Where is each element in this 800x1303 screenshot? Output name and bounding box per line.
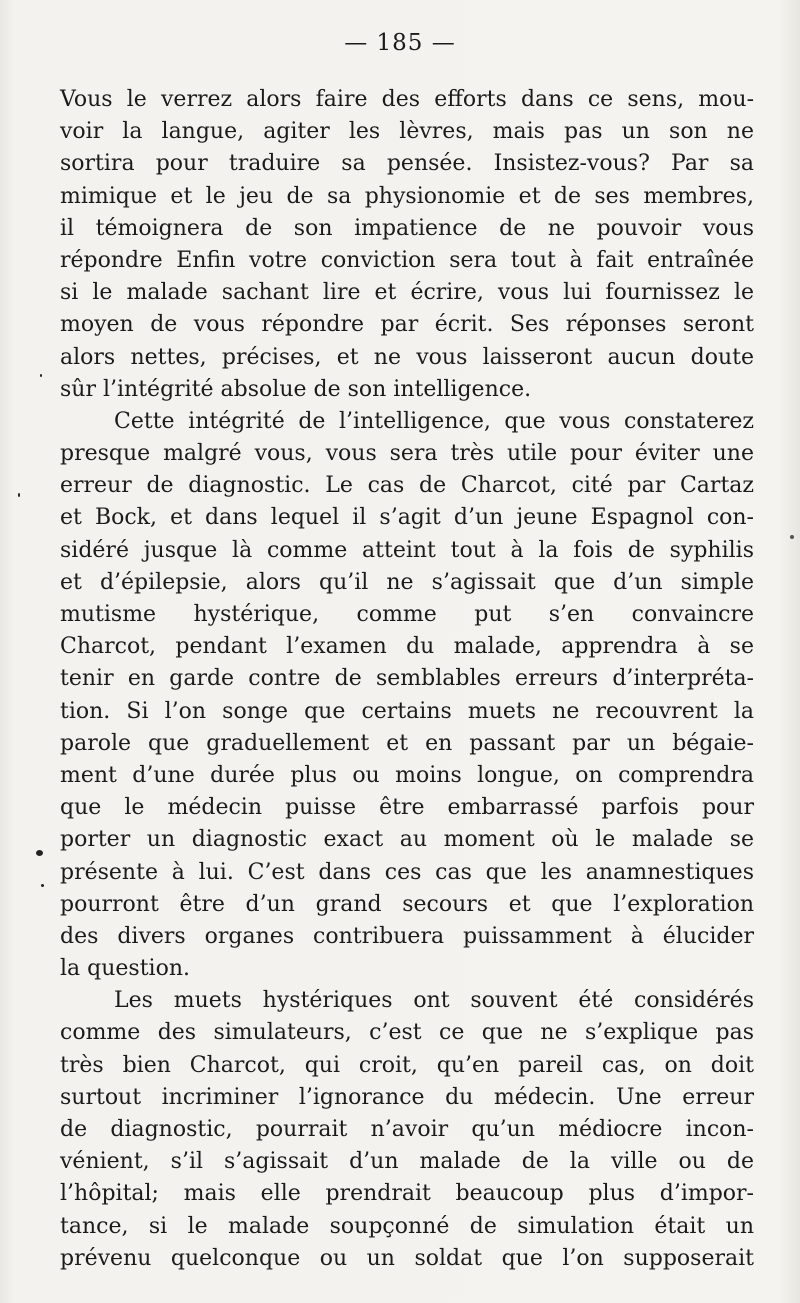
text-line: que le médecin puisse être embarrassé parfois pour [60, 795, 754, 821]
text-line: parole que graduellement et en passant par un bégaie- [60, 730, 754, 756]
text-line: Les muets hystériques ont souvent été considérés [114, 988, 754, 1014]
text-line: présente à lui. C’est dans ces cas que les anamnestiques [60, 859, 754, 885]
text-line: sûr l’intégrité absolue de son intelligence. [60, 376, 532, 402]
text-line: et d’épilepsie, alors qu’il ne s’agissait que d’un simple [60, 569, 754, 595]
text-line: vénient, s’il s’agissait d’un malade de la ville ou de [60, 1149, 754, 1175]
text-line: Cette intégrité de l’intelligence, que vous constaterez [114, 408, 754, 434]
text-line: la question. [60, 956, 190, 982]
text-line: il témoignera de son impatience de ne pouvoir vous [60, 215, 754, 241]
text-line: moyen de vous répondre par écrit. Ses réponses seront [60, 312, 754, 338]
text-line: très bien Charcot, qui croit, qu’en pareil cas, on doit [60, 1052, 754, 1078]
text-line: voir la langue, agiter les lèvres, mais pas un son ne [60, 119, 754, 145]
text-line: de diagnostic, pourrait n’avoir qu’un médiocre incon- [60, 1117, 754, 1142]
print-speck [36, 850, 43, 856]
paragraph [60, 985, 754, 1275]
text-line: erreur de diagnostic. Le cas de Charcot, cité par Cartaz [60, 473, 754, 499]
text-line: alors nettes, précises, et ne vous laisseront aucun doute [60, 344, 754, 370]
text-line: répondre Enfin votre conviction sera tout à fait entraînée [60, 247, 754, 273]
text-line: comme des simulateurs, c’est ce que ne s’explique pas [60, 1020, 754, 1046]
text-line: l’hôpital; mais elle prendrait beaucoup plus d’impor- [60, 1181, 754, 1207]
text-line: tenir en garde contre de semblables erreurs d’interpréta- [60, 666, 754, 692]
text-line: tance, si le malade soupçonné de simulation était un [60, 1213, 754, 1239]
text-line: et Bock, et dans lequel il s’agit d’un jeune Espagnol con- [60, 505, 754, 531]
print-speck [41, 884, 44, 887]
text-line: si le malade sachant lire et écrire, vous lui fournissez le [60, 280, 754, 306]
text-line: presque malgré vous, vous sera très utile pour éviter une [60, 441, 754, 467]
paragraph [60, 406, 754, 985]
paragraph [60, 84, 754, 406]
text-line: surtout incriminer l’ignorance du médecin. Une erreur [60, 1084, 754, 1110]
text-line: tion. Si l’on songe que certains muets ne recouvrent la [60, 698, 754, 724]
text-line: sidéré jusque là comme atteint tout à la fois de syphilis [60, 537, 754, 563]
page-number: — 185 — [344, 30, 456, 56]
print-speck [18, 493, 20, 497]
text-line: ment d’une durée plus ou moins longue, on comprendra [60, 762, 754, 788]
print-speck [790, 535, 794, 539]
text-line: pourront être d’un grand secours et que l’exploration [60, 891, 754, 917]
text-line: mutisme hystérique, comme put s’en convaincre [60, 602, 754, 627]
text-line: des divers organes contribuera puissamment à élucider [60, 923, 754, 949]
text-line: Charcot, pendant l’examen du malade, apprendra à se [60, 634, 754, 660]
text-line: prévenu quelconque ou un soldat que l’on supposerait [60, 1245, 754, 1271]
print-speck [40, 374, 42, 377]
text-line: Vous le verrez alors faire des efforts dans ce sens, mou- [60, 87, 754, 112]
body-text [60, 84, 754, 1275]
text-line: mimique et le jeu de sa physionomie et de ses membres, [60, 183, 754, 209]
text-line: sortira pour traduire sa pensée. Insistez-vous? Par sa [60, 151, 754, 177]
text-line: porter un diagnostic exact au moment où le malade se [60, 827, 754, 853]
